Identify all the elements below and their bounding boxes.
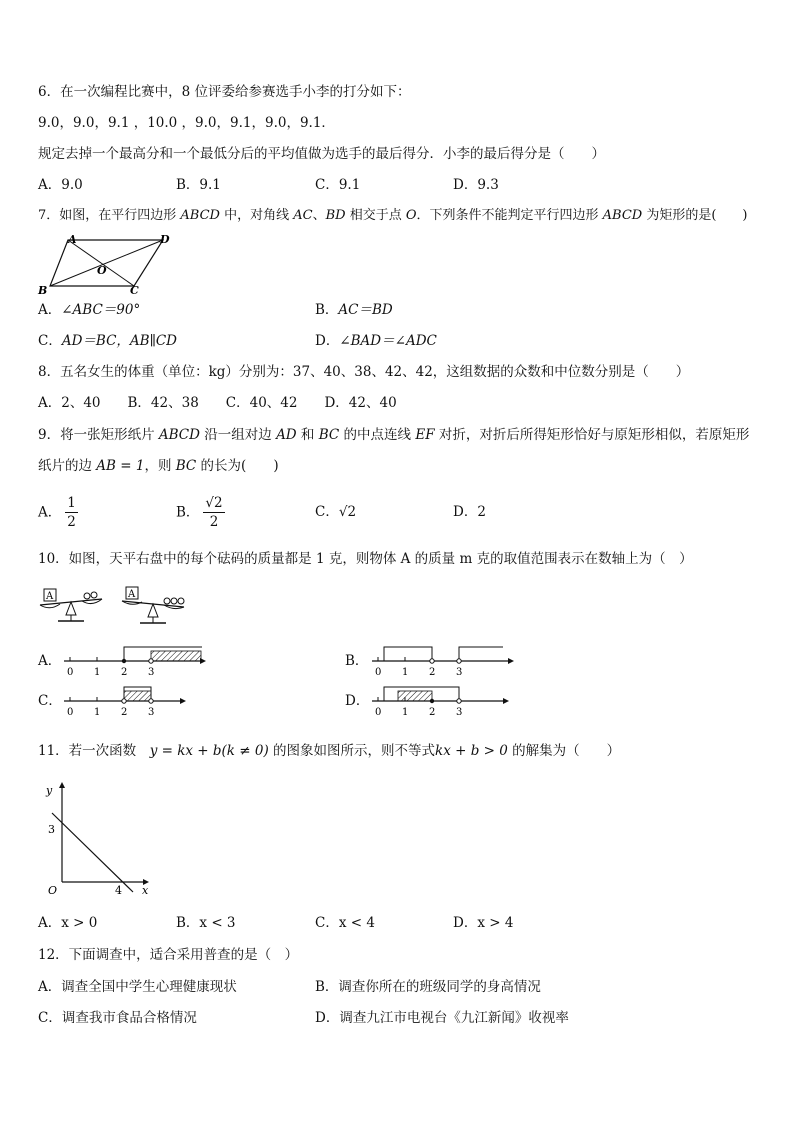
q7-option-b: B．AC＝BD [315, 302, 393, 318]
svg-text:2: 2 [121, 707, 128, 718]
y-axis-label: y [46, 784, 53, 797]
q6-option-a: A．9.0 [38, 177, 83, 193]
svg-text:0: 0 [67, 707, 74, 718]
label-d: D [160, 233, 170, 246]
q9-line1: 9．将一张矩形纸片 ABCD 沿一组对边 AD 和 BC 的中点连线 EF 对折，对折后所得矩形恰好与原矩形相似，若原矩形 [38, 427, 750, 443]
svg-text:1: 1 [94, 667, 101, 678]
object-a-label: A [128, 589, 136, 600]
q6-scores: 9.0，9.0，9.1 ，10.0 ，9.0，9.1，9.0，9.1． [38, 115, 335, 131]
fraction-one-half: $\frac{1}{2}$ [67, 495, 76, 530]
q9-line2: 纸片的边 AB = 1，则 BC 的长为( ) [38, 458, 279, 474]
q12-stem: 12．下面调查中，适合采用普查的是（ ） [38, 947, 299, 963]
q11-option-b: B．x < 3 [176, 915, 236, 931]
svg-text:1: 1 [402, 667, 409, 678]
q12-option-a: A．调查全国中学生心理健康现状 [38, 979, 237, 995]
q9-option-d: D．2 [453, 504, 486, 520]
label-o: O [97, 264, 107, 277]
q11-stem: 11．若一次函数 y = kx + b(k ≠ 0) 的图象如图所示，则不等式kx + b > 0 的解集为（ ） [38, 743, 621, 759]
q10-option-a-label: A． [38, 653, 62, 669]
q10-option-c-label: C． [38, 693, 62, 709]
svg-text:3: 3 [148, 707, 155, 718]
label-b: B [38, 284, 48, 297]
q12-option-b: B．调查你所在的班级同学的身高情况 [315, 979, 541, 995]
function-line [52, 813, 133, 892]
balance-figure-2 [120, 585, 190, 627]
q6-rule: 规定去掉一个最高分和一个最低分后的平均值做为选手的最后得分．小李的最后得分是（ ） [38, 146, 605, 162]
y-intercept-label: 3 [48, 823, 55, 836]
q10-option-b-label: B． [345, 653, 369, 669]
svg-text:0: 0 [67, 667, 74, 678]
q11-option-a: A．x > 0 [38, 915, 98, 931]
q8-options: A．2、40 B．42、38 C．40、42 D．42、40 [38, 395, 397, 411]
q10-option-d-label: D． [345, 693, 370, 709]
q9-option-c: C．√2 [315, 504, 357, 520]
svg-text:3: 3 [456, 667, 463, 678]
origin-label: O [48, 884, 58, 897]
diagonal-bd [50, 240, 163, 286]
q6-option-d: D．9.3 [453, 177, 499, 193]
q7-parallelogram-figure [38, 230, 178, 295]
q7-option-a: A．∠ABC＝90° [38, 302, 141, 318]
label-c: C [130, 284, 139, 297]
q9-option-a: A． $\frac{1}{2}$ [38, 495, 76, 530]
q11-option-d: D．x > 4 [453, 915, 514, 931]
svg-text:1: 1 [402, 707, 409, 718]
q7-option-c: C．AD＝BC，AB∥CD [38, 333, 177, 349]
label-a: A [68, 233, 77, 246]
svg-text:3: 3 [148, 667, 155, 678]
q8-stem: 8．五名女生的体重（单位：kg）分别为：37、40、38、42、42，这组数据的众数和中位数分别是（ ） [38, 364, 690, 380]
number-line-d [368, 683, 518, 718]
q10-stem: 10．如图，天平右盘中的每个砝码的质量都是 1 克，则物体 A 的质量 m 克的取值范围表示在数轴上为（ ） [38, 551, 693, 567]
number-line-c [60, 683, 210, 718]
svg-text:0: 0 [375, 707, 382, 718]
svg-text:2: 2 [121, 667, 128, 678]
q11-linear-graph [38, 780, 158, 895]
q12-option-d: D．调查九江市电视台《九江新闻》收视率 [315, 1010, 569, 1026]
svg-text:2: 2 [429, 667, 436, 678]
object-a-label: A [46, 591, 54, 602]
svg-text:2: 2 [429, 707, 436, 718]
x-intercept-label: 4 [115, 884, 122, 897]
diagonal-ac [68, 240, 134, 286]
svg-text:1: 1 [94, 707, 101, 718]
q11-option-c: C．x < 4 [315, 915, 375, 931]
q7-option-d: D．∠BAD＝∠ADC [315, 333, 437, 349]
fraction-root2-over-2: $\frac{√2}{2}$ [205, 495, 223, 530]
number-line-b [368, 643, 518, 678]
x-axis-label: x [142, 884, 149, 897]
svg-text:0: 0 [375, 667, 382, 678]
number-line-a [60, 643, 210, 678]
q6-option-b: B．9.1 [176, 177, 221, 193]
svg-text:3: 3 [456, 707, 463, 718]
q6-stem: 6．在一次编程比赛中，8 位评委给参赛选手小李的打分如下： [38, 84, 411, 100]
q7-stem: 7．如图，在平行四边形 ABCD 中，对角线 AC、BD 相交于点 O．下列条件不能判定平行四边形 ABCD 为矩形的是( ) [38, 208, 748, 223]
q12-option-c: C．调查我市食品合格情况 [38, 1010, 197, 1026]
balance-figure-1 [38, 585, 108, 627]
q9-option-b: B． $\frac{√2}{2}$ [176, 495, 223, 530]
q6-option-c: C．9.1 [315, 177, 361, 193]
